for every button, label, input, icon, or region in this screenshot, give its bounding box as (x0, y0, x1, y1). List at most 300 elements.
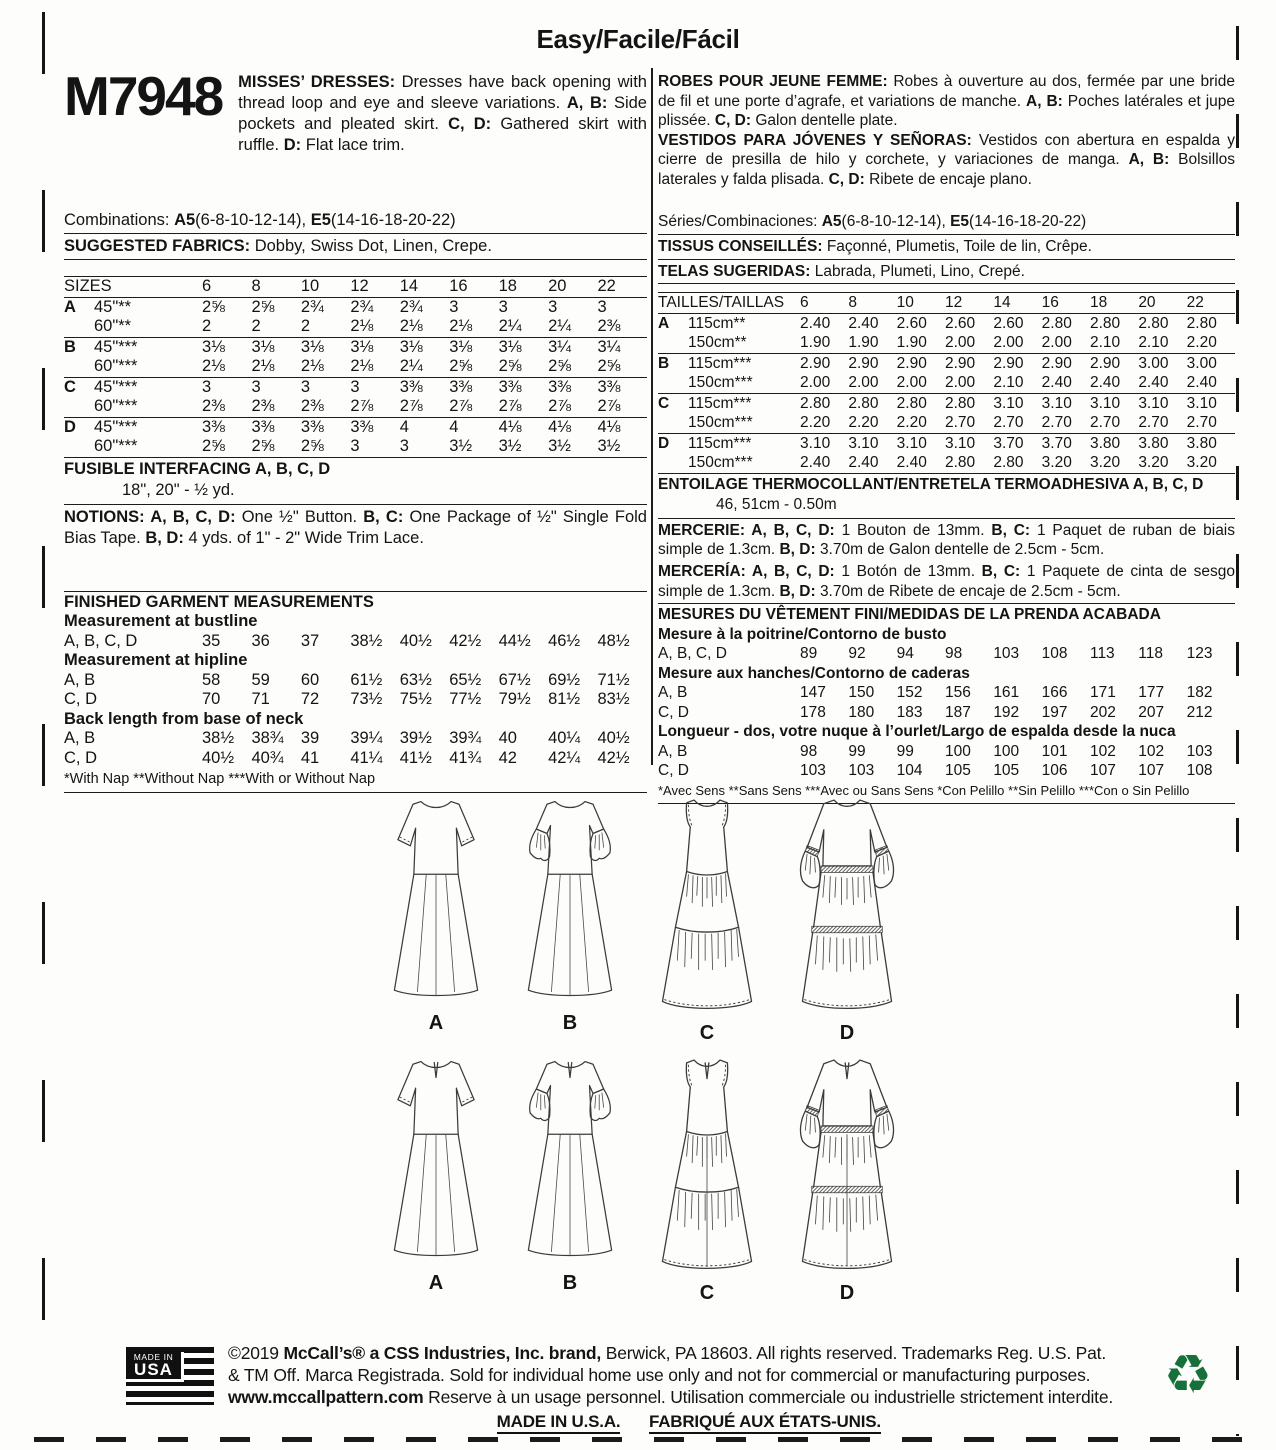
cell: 105 (944, 762, 971, 780)
cell: 36 (251, 631, 270, 650)
cell: 3.20 (1186, 454, 1217, 472)
cell: 107 (1089, 762, 1116, 780)
text-segment: B, D: (779, 541, 820, 559)
cell: 3.00 (1138, 353, 1186, 373)
cell: 2⅝ (498, 357, 522, 376)
text-segment: A, B: (1128, 151, 1179, 169)
cell: 71½ (597, 670, 630, 689)
cell: 2 (300, 317, 311, 336)
cell: 18 (1090, 293, 1138, 314)
table-row (658, 761, 1235, 781)
cell: 2⅞ (449, 397, 473, 416)
pattern-description-en (238, 70, 647, 208)
table-row (658, 313, 1235, 333)
fabric-width-label: 115cm*** (688, 353, 800, 373)
text-segment: 3.70m de Galon dentelle de 2.5cm - 5cm. (819, 541, 1105, 559)
text-segment: MERCERÍA: A, B, C, D: (658, 562, 842, 580)
measure-heading: Measurement at hipline (64, 651, 248, 670)
cell: 63½ (399, 670, 432, 689)
dress-c-back-illustration (642, 1048, 772, 1305)
cell: 6 (800, 293, 848, 314)
pattern-number: M7948 (64, 65, 223, 127)
text-segment: Berwick, PA 18603. All rights reserved. Trademarks Reg. U.S. Pat. (605, 1343, 1106, 1363)
cell: 3.10 (1090, 393, 1138, 413)
cell: 8 (251, 277, 300, 298)
cell: 2.70 (945, 414, 976, 432)
text-segment: E5 (950, 213, 970, 230)
cell: 71 (251, 690, 270, 709)
dress-b-back-illustration (508, 1048, 632, 1295)
cell: 100 (993, 742, 1020, 760)
cell: 3.10 (993, 393, 1041, 413)
cell: 3½ (597, 437, 621, 456)
cell: 38½ (202, 729, 235, 748)
cell: 192 (993, 703, 1020, 721)
cell: 2⅞ (548, 397, 571, 416)
cell: 40½ (399, 631, 432, 650)
cell: 3.10 (848, 433, 896, 453)
cell: 3.10 (800, 433, 848, 453)
cell: 3⅛ (499, 337, 548, 357)
interfacing-section-fr (658, 474, 1235, 519)
cell: 2.80 (1090, 313, 1138, 333)
view-label: A (428, 1272, 444, 1294)
yardage-table-imperial (64, 276, 647, 458)
table-row (64, 357, 647, 377)
dashed-cut-line (34, 1437, 1242, 1442)
cell: 40½ (597, 729, 630, 748)
cell: 2⅛ (399, 317, 423, 336)
text-segment: C, D: (828, 170, 870, 188)
cell: 2.40 (1138, 374, 1169, 392)
cell: 4⅛ (598, 417, 648, 437)
cell: 2¼ (548, 317, 571, 336)
table-row (658, 373, 1235, 393)
text-segment: 1 Botón de 13mm. (841, 562, 982, 580)
cell: 118 (1138, 645, 1164, 663)
merceria-paragraph (658, 562, 1235, 601)
cell: 98 (944, 645, 963, 663)
cell: 3.20 (1089, 454, 1121, 472)
pattern-header (64, 65, 647, 208)
made-in-usa-logo (126, 1347, 214, 1405)
text-segment: www.mccallpattern.com (228, 1387, 424, 1408)
cell: 166 (1041, 684, 1068, 702)
cell: 42½ (449, 631, 482, 650)
text-segment: McCall’s® a CSS Industries, Inc. brand, (283, 1343, 606, 1363)
table-header-row (658, 293, 1235, 314)
cell: 3⅜ (548, 377, 597, 397)
cell: 103 (848, 762, 875, 780)
table-row (64, 729, 647, 749)
cell: 4 (400, 417, 449, 437)
table-row (64, 690, 647, 710)
cell: 2⅛ (449, 317, 473, 336)
cell: 20 (1138, 293, 1186, 314)
cell: 3.10 (1042, 393, 1090, 413)
cell: 108 (1041, 645, 1068, 663)
table-row (64, 437, 647, 457)
text-segment: Side pockets and pleated skirt. (238, 93, 647, 133)
view-label: C (699, 1022, 715, 1044)
cell: 2.80 (1042, 313, 1090, 333)
text-segment: A, B: (1026, 92, 1068, 110)
table-row (658, 683, 1235, 703)
cell: 182 (1186, 684, 1213, 702)
text-segment: Gathered skirt with ruffle. (238, 114, 647, 154)
nap-footnote-fr-es: *Avec Sens **Sans Sens ***Avec ou Sans Sens *Con Pelillo **Sin Pelillo ***Con o Sin Pelillo (658, 782, 1190, 798)
cell: 4 (449, 417, 498, 437)
view-letter: B (64, 337, 94, 357)
back-views-row (374, 1048, 912, 1305)
views-label: A, B, C, D (64, 631, 138, 650)
text-segment: Façonné, Plumetis, Toile de lin, Crêpe. (826, 237, 1092, 255)
cell: 2.70 (1041, 414, 1072, 432)
measure-heading: Longueur - dos, votre nuque à l’ourlet/Largo de espalda desde la nuca (658, 723, 1176, 741)
cell: 3⅛ (251, 337, 300, 357)
text-segment: Dresses have back opening with thread loop and eye and sleeve variations. (238, 73, 647, 112)
view-letter: C (64, 377, 94, 397)
text-segment: C, D: (714, 112, 756, 130)
cell: 123 (1186, 645, 1213, 663)
fabric-width-label: 150cm*** (688, 454, 753, 472)
text-segment: MERCERIE: A, B, C, D: (658, 521, 842, 539)
cell: 3 (548, 297, 597, 317)
cell: 2.00 (993, 334, 1024, 352)
column-divider (651, 68, 653, 765)
text-segment: B, C: (363, 507, 410, 526)
view-letter: B (658, 353, 688, 373)
fabric-width-label: 150cm*** (688, 414, 753, 432)
finished-title: FINISHED GARMENT MEASUREMENTS (64, 592, 374, 611)
views-label: C, D (658, 703, 689, 721)
cell: 2.00 (848, 374, 879, 392)
cell: 41¼ (350, 748, 383, 767)
english-column (64, 60, 647, 793)
cell: 18 (499, 277, 548, 298)
cell: 2⅜ (300, 397, 324, 416)
table-row (658, 703, 1235, 723)
cell: 156 (944, 684, 971, 702)
front-views-row (374, 788, 912, 1045)
cell: 3⅜ (449, 377, 498, 397)
cell: 1.90 (800, 334, 831, 352)
cell: 4⅛ (548, 417, 597, 437)
cell: 16 (449, 277, 498, 298)
text-segment: One ½" Button. (241, 507, 364, 526)
cell: 3⅜ (499, 377, 548, 397)
cell: 3 (449, 297, 498, 317)
cell: 2.70 (1138, 414, 1169, 432)
cell: 2⅞ (498, 397, 522, 416)
table-header-row (64, 277, 647, 298)
cell: 3.10 (945, 433, 993, 453)
text-segment: E5 (310, 211, 331, 229)
cell: 3.80 (1138, 433, 1186, 453)
text-segment: 4 yds. of 1" - 2" Wide Trim Lace. (188, 528, 424, 547)
text-segment: Flat lace trim. (305, 135, 405, 154)
cell: 2¾ (400, 297, 449, 317)
cell: 2 (251, 317, 261, 336)
cell: 3¼ (548, 337, 597, 357)
cell: 101 (1041, 742, 1068, 760)
cell: 67½ (498, 670, 531, 689)
table-row (658, 333, 1235, 353)
cell: 197 (1041, 703, 1068, 721)
cell: 2.10 (1089, 334, 1121, 352)
cell: 3⅜ (400, 377, 449, 397)
cell: 89 (800, 645, 818, 663)
cell: 6 (202, 277, 251, 298)
fabric-width-label: 45"*** (94, 377, 202, 397)
cell: 42¼ (548, 748, 581, 767)
cell: 3 (598, 297, 648, 317)
cell: 2⅞ (597, 397, 621, 416)
text-segment: ROBES POUR JEUNE FEMME: (658, 73, 894, 90)
cell: 59 (251, 670, 270, 689)
cell: 35 (202, 631, 221, 650)
cell: 3⅛ (350, 337, 399, 357)
cell: 41¾ (449, 748, 482, 767)
cell: 3⅛ (400, 337, 449, 357)
tissus-line (658, 235, 1235, 260)
finished-measurements-en (64, 591, 647, 794)
cell: 171 (1089, 684, 1116, 702)
cell: 39 (300, 729, 320, 748)
cell: 39¾ (449, 729, 482, 748)
cell: 38¾ (251, 729, 284, 748)
table-row (64, 337, 647, 357)
cell: 2.60 (945, 313, 993, 333)
cell: 102 (1089, 742, 1116, 760)
cell: 3 (251, 377, 300, 397)
mercerie-paragraph (658, 521, 1235, 560)
cell: 61½ (350, 670, 383, 689)
fabrique-text: FABRIQUÉ AUX ÉTATS-UNIS. (649, 1412, 881, 1434)
view-letter: A (658, 313, 688, 333)
table-row (64, 671, 647, 691)
cell: 103 (993, 645, 1020, 663)
views-label: C, D (658, 762, 689, 780)
cell: 2⅞ (399, 397, 423, 416)
views-label: A, B (658, 742, 688, 760)
cell: 10 (301, 277, 350, 298)
cell: 94 (896, 645, 914, 663)
cell: 3 (399, 437, 409, 456)
table-row (64, 632, 647, 652)
table-row (658, 393, 1235, 413)
cell: 2⅝ (548, 357, 571, 376)
fabric-width-label: 60"** (94, 317, 132, 336)
measure-heading: Mesure à la poitrine/Contorno de busto (658, 625, 947, 643)
text-segment: Ribete de encaje plano. (869, 170, 1032, 188)
fabric-width-label: 60"*** (94, 397, 138, 416)
text-segment: B, D: (145, 528, 189, 547)
cell: 150 (848, 684, 875, 702)
table-row (658, 413, 1235, 433)
cell: 2⅝ (251, 297, 300, 317)
cell: 3¼ (598, 337, 648, 357)
cell: 152 (896, 684, 923, 702)
cell: 3⅛ (449, 337, 498, 357)
cell: 2¼ (399, 357, 423, 376)
dress-b-front-illustration (508, 788, 632, 1035)
suggested-fabrics-line (64, 234, 647, 260)
notions-paragraph (64, 507, 647, 549)
text-segment: (6-8-10-12-14), (841, 213, 951, 230)
yardage-table-metric (658, 292, 1235, 474)
cell: 2.90 (945, 353, 993, 373)
cell: 2⅞ (350, 397, 374, 416)
cell: 3⅜ (202, 417, 251, 437)
fabric-width-label: 150cm** (688, 334, 747, 352)
cell: 58 (202, 670, 221, 689)
text-segment: (6-8-10-12-14), (195, 211, 311, 229)
cell: 3⅛ (202, 337, 251, 357)
text-segment: 1 Paquete de cinta de sesgo simple de 1.3cm. (658, 562, 1236, 600)
cell: 44½ (498, 631, 531, 650)
text-segment: 1 Bouton de 13mm. (841, 521, 992, 539)
text-segment: Bolsillos laterales y falda plisada. (658, 151, 1236, 188)
views-label: C, D (64, 748, 97, 767)
cell: 3.80 (1090, 433, 1138, 453)
recycle-icon: ♻ (1163, 1345, 1212, 1405)
fabric-width-label: 60"*** (94, 357, 138, 376)
cell: 2⅛ (202, 357, 225, 376)
text-segment: A, B: (566, 93, 614, 112)
text-segment: 1 Paquet de ruban de biais simple de 1.3cm. (658, 521, 1236, 559)
cell: 2⅝ (202, 437, 225, 456)
cell: 20 (548, 277, 597, 298)
fabric-width-label: 45"*** (94, 417, 202, 437)
cell: 3.00 (1187, 353, 1235, 373)
cell: 2.80 (848, 393, 896, 413)
cell: 104 (896, 762, 923, 780)
text-segment: & TM Off. Marca Registrada. Sold for individual home use only and not for commercial or manufacturing purposes. (228, 1365, 1091, 1386)
text-segment: SUGGESTED FABRICS: (64, 237, 255, 256)
table-row (658, 453, 1235, 473)
dress-a-front-illustration (374, 788, 498, 1035)
cell: 113 (1089, 645, 1115, 663)
text-segment: D: (283, 135, 306, 154)
cell: 3½ (449, 437, 473, 456)
cell: 2.00 (945, 374, 976, 392)
interfacing-detail: 18", 20" - ½ yd. (122, 480, 235, 499)
view-label: A (428, 1012, 444, 1034)
fabric-width-label: 45"*** (94, 337, 202, 357)
cell: 75½ (399, 690, 432, 709)
made-in-line (228, 1411, 1150, 1432)
cell: 2.40 (1089, 374, 1121, 392)
cell: 16 (1042, 293, 1090, 314)
cell: 2⅜ (202, 397, 225, 416)
combinations-line-fr (658, 210, 1235, 235)
text-segment: Robes à ouverture au dos, fermée par une bride de fil et une porte d’agrafe, et variations de manche. (658, 73, 1235, 110)
cell: 70 (202, 690, 221, 709)
table-row (658, 433, 1235, 453)
cell: 14 (400, 277, 449, 298)
cell: 3⅜ (251, 417, 300, 437)
copyright-block (228, 1342, 1150, 1433)
cell: 73½ (350, 690, 383, 709)
cell: 178 (800, 703, 826, 721)
footer (126, 1342, 1212, 1433)
measure-heading: Back length from base of neck (64, 709, 304, 728)
cell: 147 (800, 684, 826, 702)
fabric-width-label: 60"*** (94, 437, 138, 456)
cell: 41½ (399, 748, 432, 767)
text-segment: A5 (821, 213, 842, 230)
combinations-line (64, 208, 647, 234)
interfacing-title: FUSIBLE INTERFACING A, B, C, D (64, 459, 331, 478)
cell: 22 (1187, 293, 1235, 314)
table-row (64, 397, 647, 417)
fabric-width-label: 115cm** (688, 313, 800, 333)
cell: 8 (848, 293, 896, 314)
cell: 108 (1186, 762, 1213, 780)
cell: 2.90 (1042, 353, 1090, 373)
cell: 3.70 (993, 433, 1041, 453)
text-segment: 3.70m de Ribete de encaje de 2.5cm - 5cm. (819, 582, 1121, 600)
cell: 207 (1138, 703, 1165, 721)
fabric-width-label: 115cm*** (688, 393, 800, 413)
cell: 10 (897, 293, 945, 314)
cell: 103 (1186, 742, 1213, 760)
cell: 3⅜ (598, 377, 648, 397)
cell: 2.40 (848, 454, 879, 472)
table-row (64, 749, 647, 769)
interfacing-title-fr: ENTOILAGE THERMOCOLLANT/ENTRETELA TERMOADHESIVA A, B, C, D (658, 475, 1204, 493)
table-row (658, 742, 1235, 762)
view-letter: C (658, 393, 688, 413)
cell: 2⅛ (300, 357, 324, 376)
left-registration-marks (42, 12, 45, 1434)
view-label: D (839, 1022, 855, 1044)
badge-line-2: USA (134, 1360, 173, 1380)
text-segment: A5 (174, 211, 196, 229)
text-segment: Vestidos con abertura en espalda y cierre de presilla de hilo y corchete, y variaciones de manga. (658, 131, 1235, 169)
cell: 161 (993, 684, 1020, 702)
nap-footnote-en: *With Nap **Without Nap ***With or Without Nap (64, 771, 376, 788)
cell: 2.60 (897, 313, 945, 333)
text-segment: Galon dentelle plate. (755, 112, 898, 130)
views-label: C, D (64, 690, 97, 709)
cell: 2.90 (897, 353, 945, 373)
cell: 2¾ (301, 297, 350, 317)
text-segment: One Package of ½" Single Fold Bias Tape. (64, 507, 647, 547)
dress-c-front-illustration (642, 788, 772, 1045)
view-letter: D (658, 433, 688, 453)
cell: 98 (800, 742, 818, 760)
cell: 2.20 (896, 414, 927, 432)
copyright-line-1 (228, 1342, 1150, 1364)
cell: 2.10 (1138, 334, 1169, 352)
cell: 2⅛ (251, 357, 275, 376)
cell: 40 (498, 729, 517, 748)
cell: 2¼ (498, 317, 522, 336)
view-label: B (562, 1012, 578, 1034)
pattern-description-fr-es (658, 72, 1235, 210)
cell: 1.90 (848, 334, 879, 352)
text-segment: TELAS SUGERIDAS: (658, 262, 815, 280)
cell: 2.90 (800, 353, 848, 373)
cell: 3 (301, 377, 350, 397)
cell: 2.90 (1090, 353, 1138, 373)
table-row (64, 317, 647, 337)
difficulty-label: Easy/Facile/Fácil (536, 24, 740, 54)
cell: 3.10 (1138, 393, 1186, 413)
cell: 3.20 (1138, 454, 1169, 472)
